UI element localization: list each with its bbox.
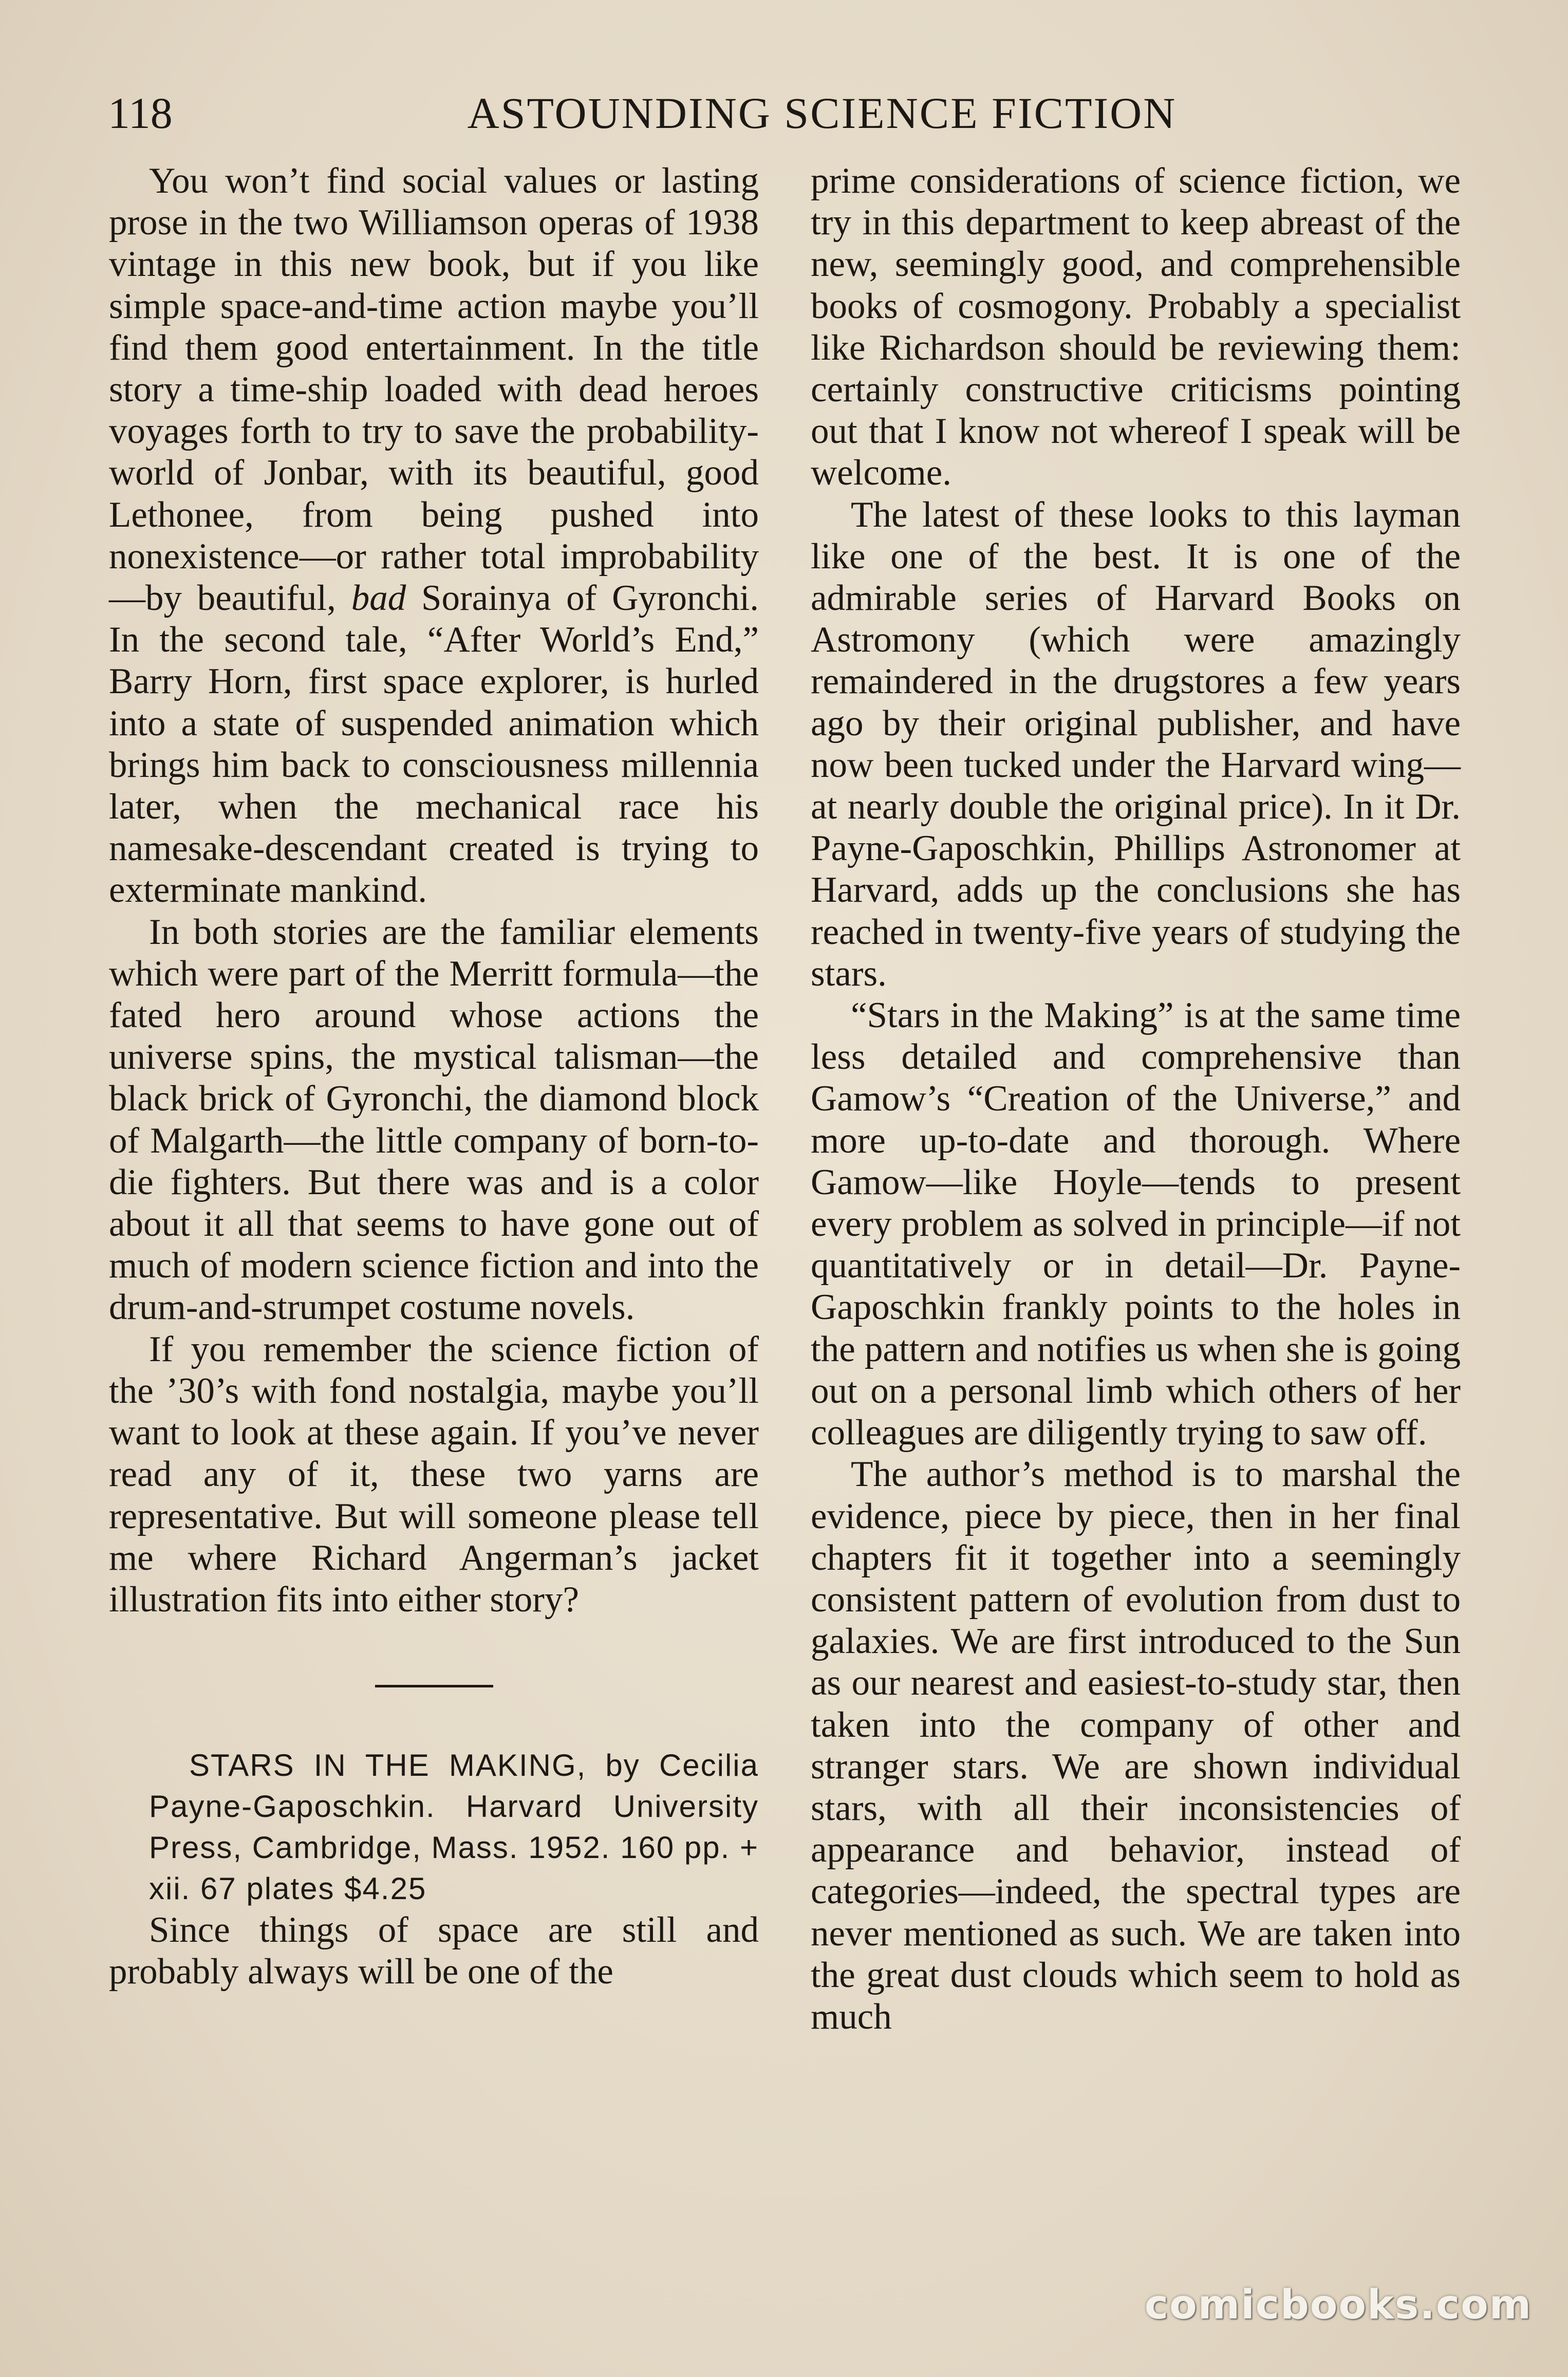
paragraph: In both stories are the familiar elements which were part of the Merritt formula—the fated hero around whose actions the universe spins, the mystical talisman—the black brick of Gyronchi, the diamond block of Malgarth—the little company of born-to-die fighters. But there was and is a color about it all that seems to have gone out of much of modern science fiction and into the drum-and-strumpet costume novels. [109,912,759,1328]
paragraph: The author’s method is to marshal the evidence, piece by piece, then in her final chapters fit it together into a seemingly consistent pattern of evolution from dust to galaxies. We are first introduced to the Sun as our nearest and easiest-to-study star, then taken into the company of other and stranger stars. We are shown individual stars, with all their inconsistencies of appearance and behavior, instead of categories—indeed, the spectral types are never mentioned as such. We are taken into the great dust clouds which seem to hold as much [811,1454,1461,2037]
paragraph: prime considerations of science fiction, we try in this department to keep abreast of the new, seemingly good, and comprehensible books of cosmogony. Probably a specialist like Richardson should be reviewing them: certainly constructive criticisms pointing out that I know not whereof I speak will be welcome. [811,161,1461,493]
left-column [109,160,759,1993]
running-head: ASTOUNDING SCIENCE FICTION [467,88,1177,138]
right-column [811,160,1461,2038]
book-citation: STARS IN THE MAKING, by Cecilia Payne-Gaposchkin. Harvard University Press, Cambridge, Mass. 1952. 160 pp. + xii. 67 plates $4.25 [149,1748,759,1906]
paragraph: The latest of these looks to this layman like one of the best. It is one of the admirable series of Harvard Books on Astromony (which were amazingly remaindered in the drugstores a few years ago by their original publisher, and have now been tucked under the Harvard wing—at nearly double the original price). In it Dr. Payne-Gaposchkin, Phillips Astronomer at Harvard, adds up the conclusions she has reached in twenty-five years of studying the stars. [811,494,1461,994]
paragraph-text: Sorainya of Gyronchi. In the second tale, “After World’s End,” Barry Horn, first space explorer, is hurled into a state of suspended animation which brings him back to consciousness millennia later, when the mechanical race his namesake-descendant created is trying to exterminate mankind. [109,578,759,911]
page-number: 118 [108,88,173,138]
paragraph: If you remember the science fiction of the ’30’s with fond nostalgia, maybe you’ll want to look at these again. If you’ve never read any of it, these two yarns are representative. But will someone please tell me where Richard Angerman’s jacket illustration fits into either story? [109,1329,759,1620]
paragraph [109,160,759,912]
emphasis-text: bad [351,578,406,619]
section-divider [375,1685,493,1687]
paragraph: Since things of space are still and probably always will be one of the [109,1910,759,1992]
paragraph-text: You won’t find social values or lasting prose in the two Williamson operas of 1938 vintage in this new book, but if you like simple space-and-time action maybe you’ll find them good entertainment. In the title story a time-ship loaded with dead heroes voyages forth to try to save the probability-world of Jonbar, with its beautiful, good Lethonee, from being pushed into nonexistence—or rather total improbability—by beautiful, [109,161,759,619]
watermark: comicbooks.com [1144,2282,1532,2328]
page-header [108,85,1464,141]
paragraph: “Stars in the Making” is at the same time less detailed and comprehensive than Gamow’s “Creation of the Universe,” and more up-to-date and thorough. Where Gamow—like Hoyle—tends to present every problem as solved in principle—if not quantitatively or in detail—Dr. Payne-Gaposchkin frankly points to the holes in the pattern and notifies us when she is going out on a personal limb which others of her colleagues are diligently trying to saw off. [811,995,1461,1453]
